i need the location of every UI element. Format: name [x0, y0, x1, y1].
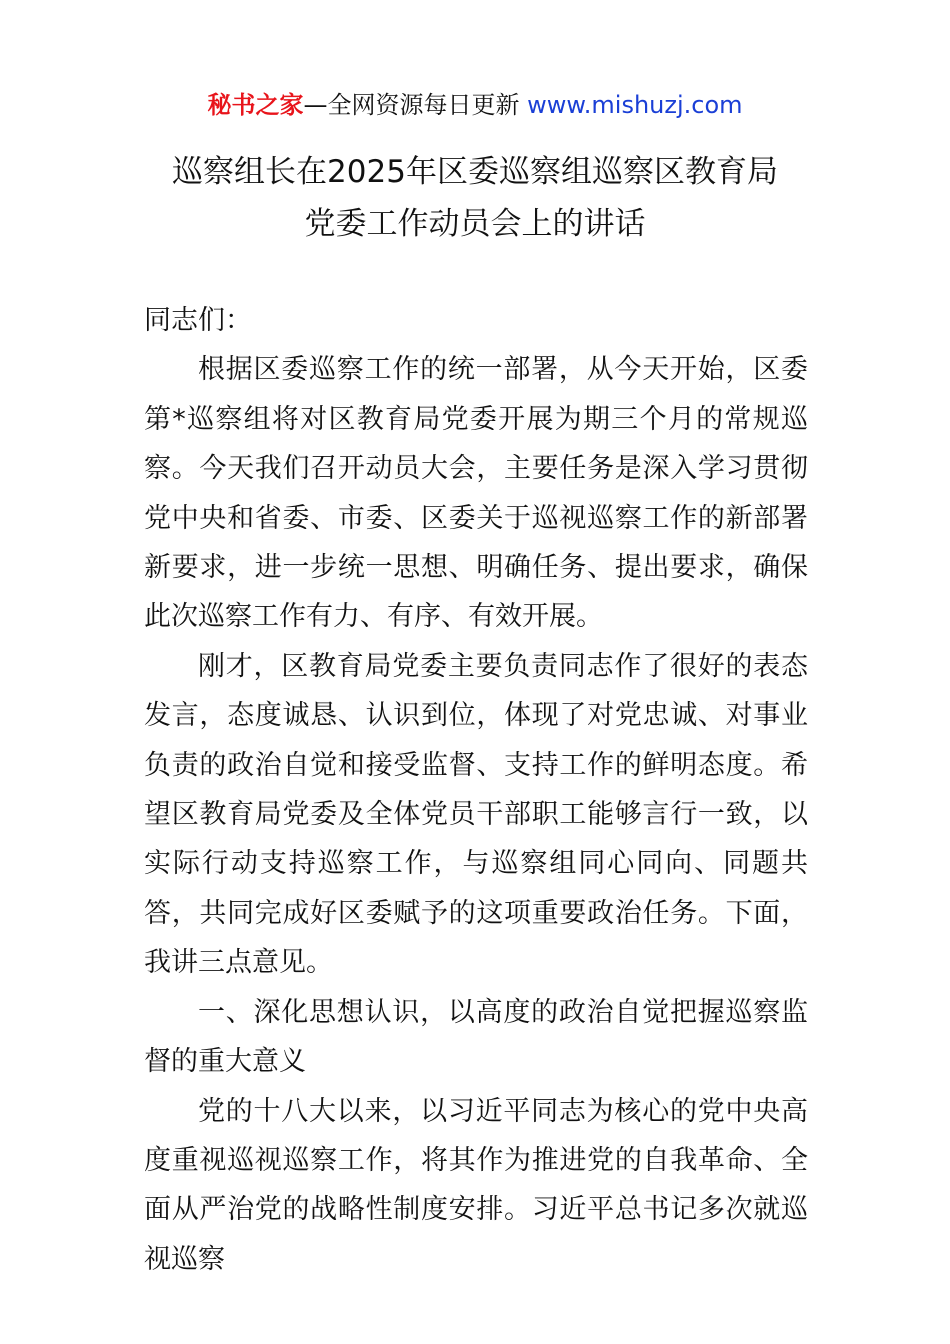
section-heading-1: 一、深化思想认识，以高度的政治自觉把握巡察监督的重大意义	[144, 996, 808, 1078]
document-body	[144, 296, 808, 1284]
brand-name: 秘书之家	[207, 91, 304, 119]
paragraph-1: 根据区委巡察工作的统一部署，从今天开始，区委第*巡察组将对区教育局党委开展为期三个月的常规巡察。今天我们召开动员大会，主要任务是深入学习贯彻党中央和省委、市委、区委关于巡视巡察工作的新部署新要求，进一步统一思想、明确任务、提出要求，确保此次巡察工作有力、有序、有效开展。	[144, 354, 808, 633]
site-url-link[interactable]: www.mishuzj.com	[527, 91, 743, 119]
document-title	[0, 146, 950, 250]
site-header	[0, 88, 950, 122]
paragraph-2: 刚才，区教育局党委主要负责同志作了很好的表态发言，态度诚恳、认识到位，体现了对党忠诚、对事业负责的政治自觉和接受监督、支持工作的鲜明态度。希望区教育局党委及全体党员干部职工能够言行一致，以实际行动支持巡察工作，与巡察组同心同向、同题共答，共同完成好区委赋予的这项重要政治任务。下面，我讲三点意见。	[144, 650, 808, 979]
header-slogan: —全网资源每日更新	[303, 91, 520, 119]
title-line-1: 巡察组长在2025年区委巡察组巡察区教育局	[172, 154, 778, 190]
salutation: 同志们：	[144, 305, 252, 336]
title-line-2: 党委工作动员会上的讲话	[304, 206, 646, 242]
paragraph-3: 党的十八大以来，以习近平同志为核心的党中央高度重视巡视巡察工作，将其作为推进党的自我革命、全面从严治党的战略性制度安排。习近平总书记多次就巡视巡察	[144, 1095, 808, 1275]
